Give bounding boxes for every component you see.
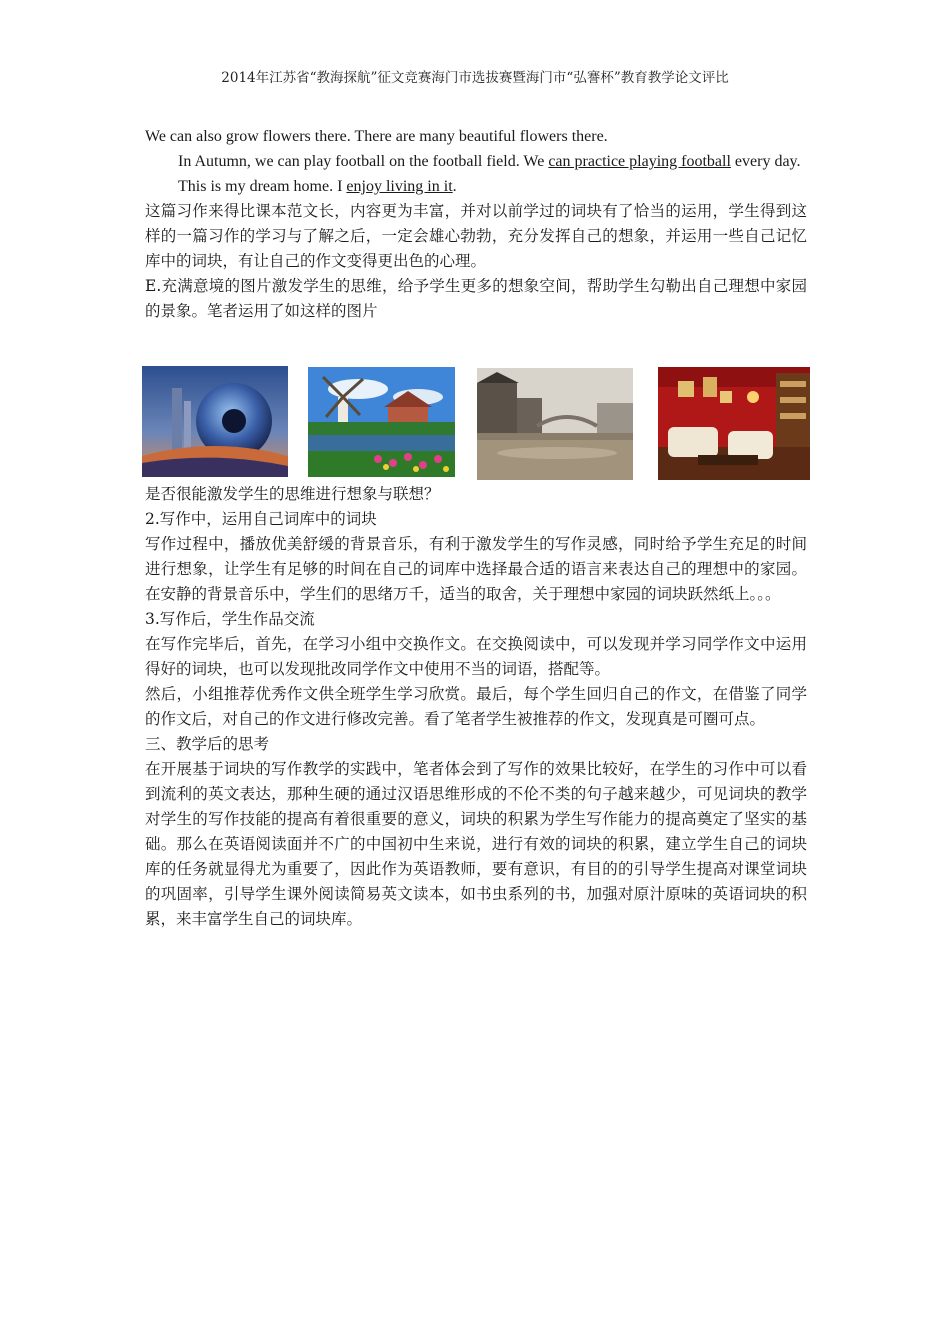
paragraph: 在写作完毕后，首先，在学习小组中交换作文。在交换阅读中，可以发现并学习同学作文中运用得好的词块，也可以发现批改同学作文中使用不当的词语，搭配等。: [145, 635, 807, 678]
essay-line-football: [145, 149, 807, 174]
essay-text: every day.: [730, 153, 801, 170]
section-heading: 2.写作中，运用自己词库中的词块: [145, 510, 377, 528]
water-town-picture: [477, 368, 633, 480]
essay-line-dream-home: [145, 174, 807, 199]
page-header: 2014年江苏省“教海探航”征文竞赛海门市选拔赛暨海门市“弘謇杯”教育教学论文评比: [221, 70, 729, 86]
futuristic-building-picture: [142, 366, 288, 477]
image-windmill-garden: [308, 367, 455, 477]
essay-text: In Autumn, we can play football on the football field. We: [178, 153, 549, 170]
image-water-town: [477, 368, 633, 480]
essay-text: .: [452, 178, 457, 195]
section-heading: 3.写作后，学生作品交流: [145, 610, 315, 628]
essay-text: This is my dream home. I: [178, 178, 347, 195]
paragraph: 这篇习作来得比课本范文长，内容更为丰富，并对以前学过的词块有了恰当的运用，学生得到这样的一篇习作的学习与了解之后，一定会雄心勃勃，充分发挥自己的想象，并运用一些自己记忆库中的词块，有让自己的作文变得更出色的心理。: [145, 202, 807, 270]
paragraph: 是否很能激发学生的思维进行想象与联想？: [145, 485, 440, 503]
essay-line-flowers: We can also grow flowers there. There are many beautiful flowers there.: [145, 128, 608, 145]
paragraph: E.充满意境的图片激发学生的思维，给予学生更多的想象空间，帮助学生勾勒出自己理想中家园的景象。笔者运用了如这样的图片: [145, 277, 807, 320]
living-room-picture: [658, 367, 810, 480]
underlined-phrase: enjoy living in it: [346, 178, 453, 195]
document-body: [145, 124, 807, 932]
paragraph: 然后，小组推荐优秀作文供全班学生学习欣赏。最后，每个学生回归自己的作文，在借鉴了同学的作文后，对自己的作文进行修改完善。看了笔者学生被推荐的作文，发现真是可圈可点。: [145, 685, 807, 728]
section-heading: 三、教学后的思考: [145, 735, 270, 753]
image-futuristic-building: [142, 366, 288, 477]
paragraph: 在开展基于词块的写作教学的实践中，笔者体会到了写作的效果比较好，在学生的习作中可以看到流利的英文表达，那种生硬的通过汉语思维形成的不伦不类的句子越来越少，可见词块的教学对学生的写作技能的提高有着很重要的意义，词块的积累为学生写作能力的提高奠定了坚实的基础。那么在英语阅读面并不广的中国初中生来说，进行有效的词块的积累，建立学生自己的词块库的任务就显得尤为重要了，因此作为英语教师，要有意识，有目的的引导学生提高对课堂词块的巩固率，引导学生课外阅读简易英文读本，如书虫系列的书，加强对原汁原味的英语词块的积累，来丰富学生自己的词块库。: [145, 760, 807, 928]
underlined-phrase: can practice playing football: [548, 153, 731, 170]
image-row: [145, 324, 807, 492]
windmill-garden-picture: [308, 367, 455, 477]
paragraph: 写作过程中，播放优美舒缓的背景音乐，有利于激发学生的写作灵感，同时给予学生充足的时间进行想象，让学生有足够的时间在自己的词库中选择最合适的语言来表达自己的理想中的家园。在安静的背景音乐中，学生们的思绪万千，适当的取舍，关于理想中家园的词块跃然纸上。。。: [145, 535, 807, 603]
image-living-room: [658, 367, 810, 480]
